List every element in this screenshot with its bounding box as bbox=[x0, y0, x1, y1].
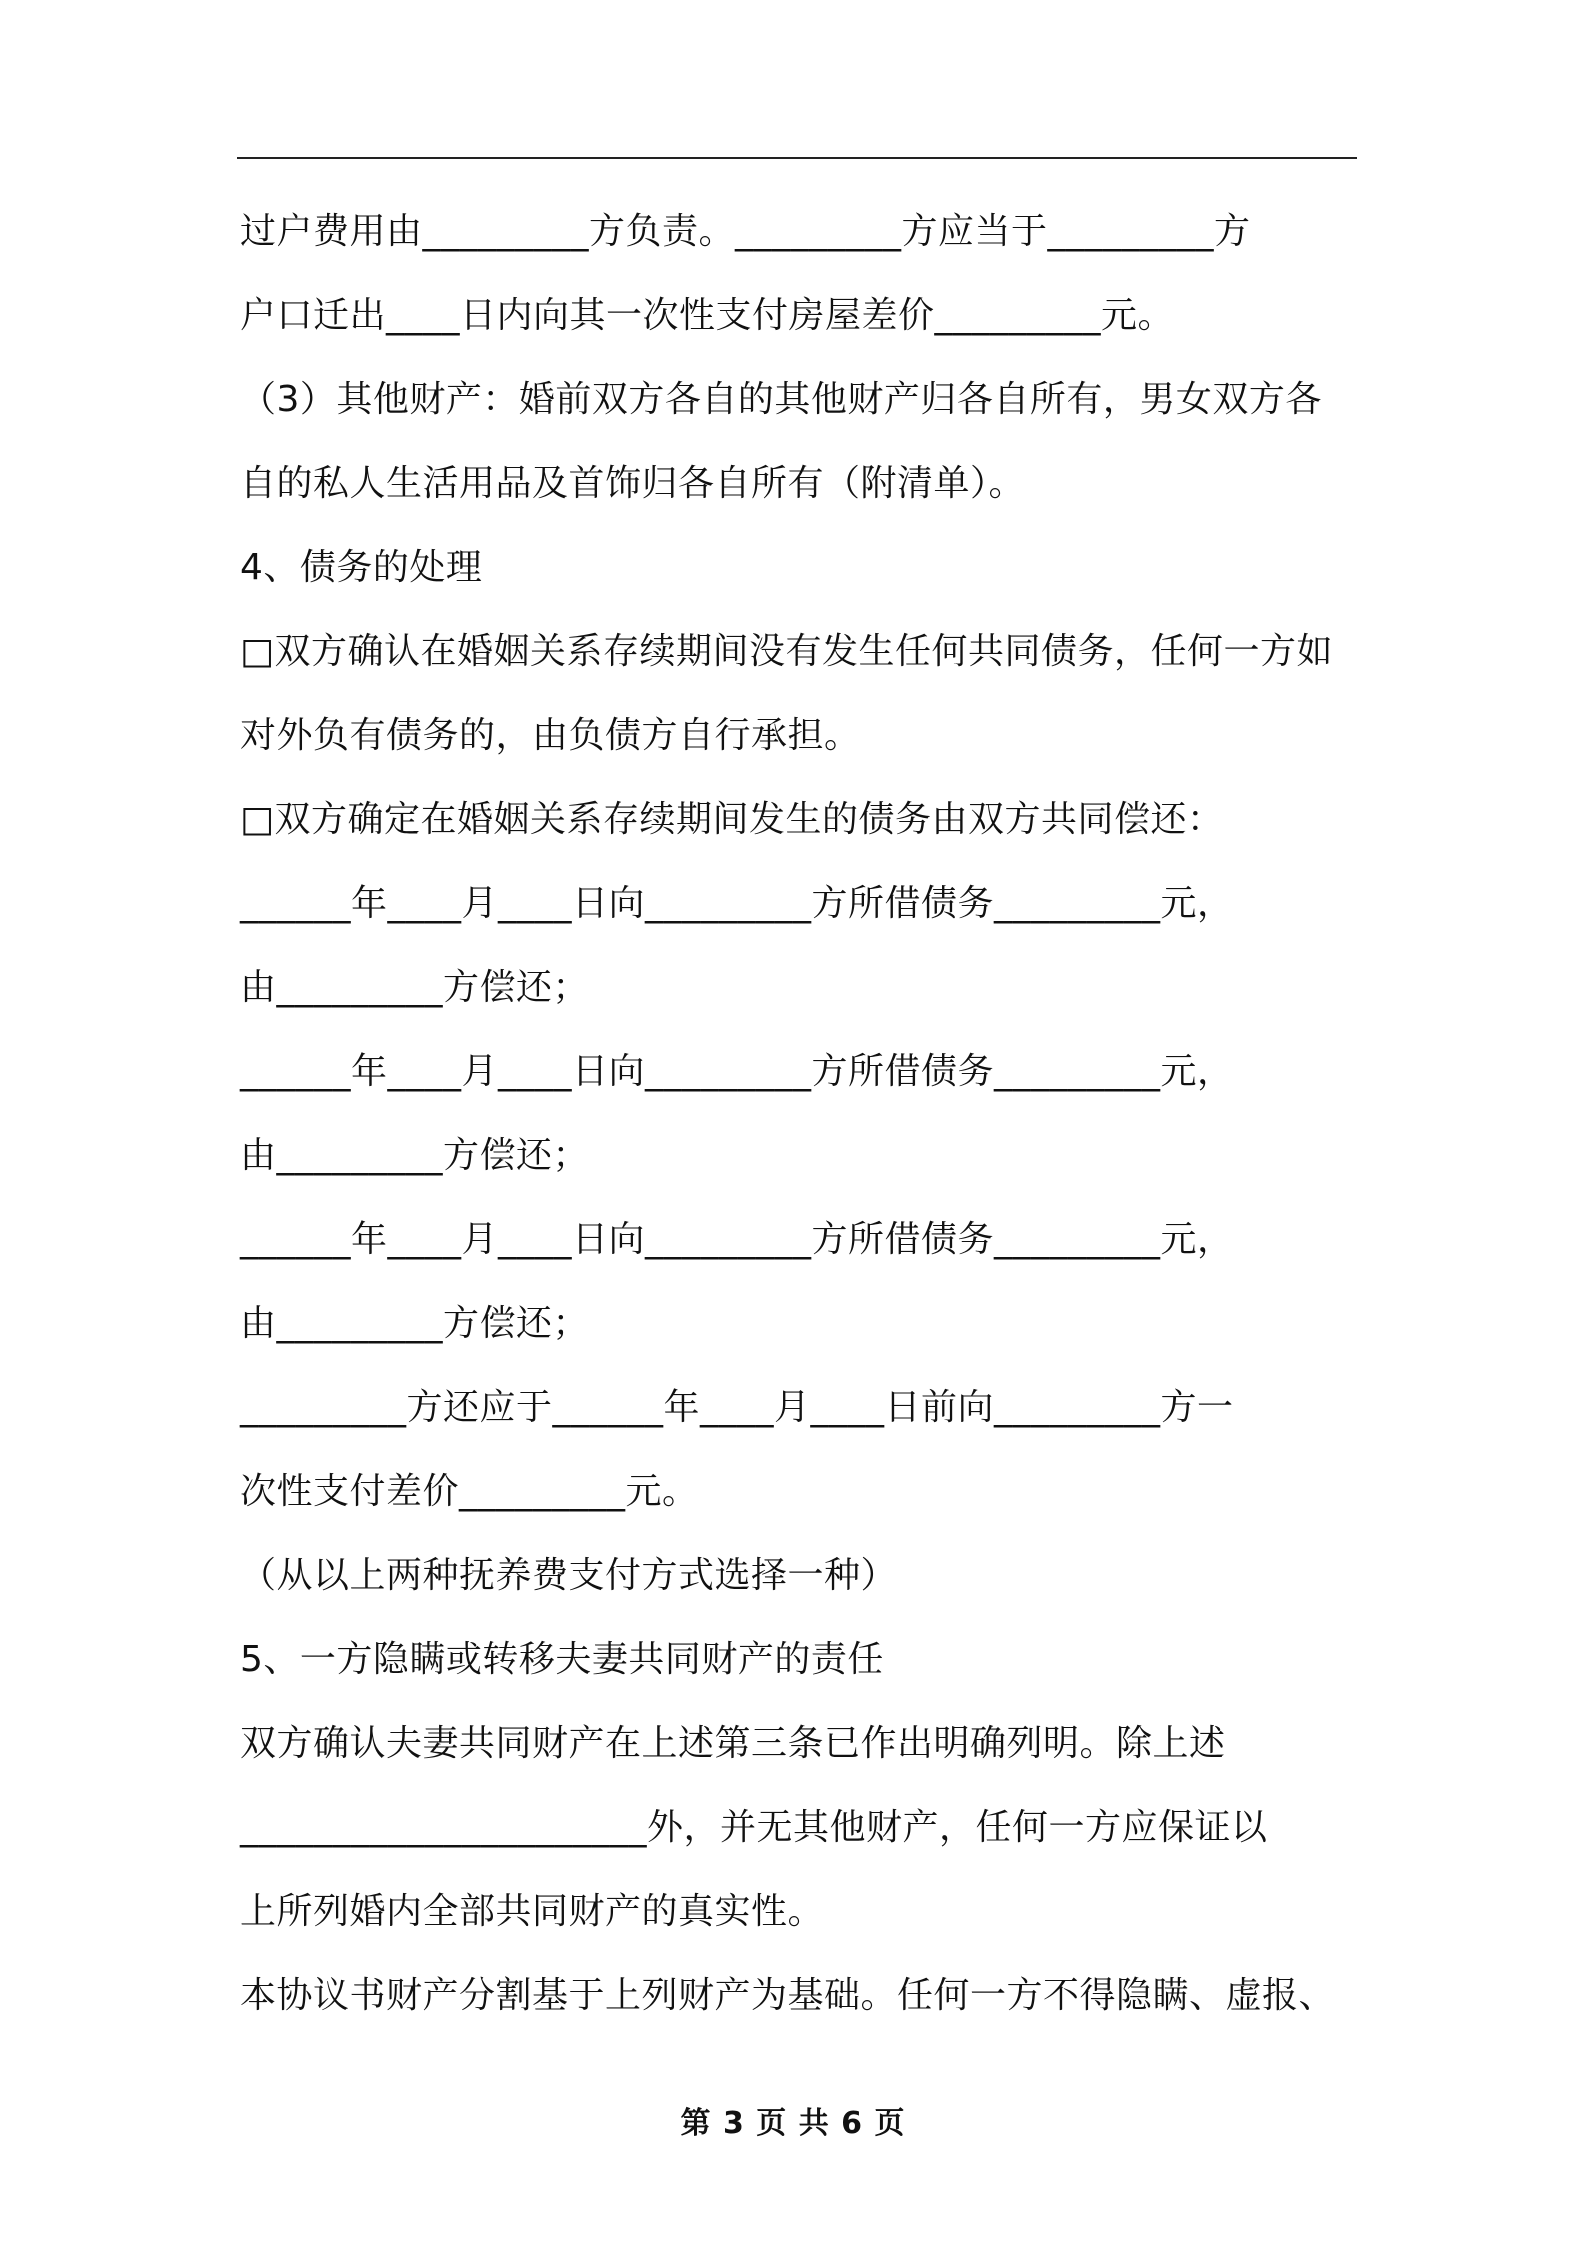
text-line: 对外负有债务的，由负债方自行承担。 bbox=[240, 715, 861, 756]
text-line: （3）其他财产：婚前双方各自的其他财产归各自所有，男女双方各 bbox=[240, 379, 1322, 420]
text-line: _________方还应于______年____月____日前向_________方一 bbox=[240, 1387, 1234, 1428]
text-line: 过户费用由_________方负责。_________方应当于_________方 bbox=[240, 211, 1251, 252]
document-body bbox=[240, 190, 1360, 2038]
text-line: 双方确认夫妻共同财产在上述第三条已作出明确列明。除上述 bbox=[240, 1723, 1226, 1764]
section-heading: 4、债务的处理 bbox=[240, 547, 483, 588]
text-line: 上所列婚内全部共同财产的真实性。 bbox=[240, 1891, 825, 1932]
debt-entry-line: ______年____月____日向_________方所借债务_________元， bbox=[240, 1051, 1234, 1092]
debt-entry-line: ______年____月____日向_________方所借债务_________元， bbox=[240, 1219, 1234, 1260]
text-line: 自的私人生活用品及首饰归各自所有（附清单）。 bbox=[240, 463, 1026, 504]
text-line: 次性支付差价_________元。 bbox=[240, 1471, 699, 1512]
debt-repay-line: 由_________方偿还； bbox=[240, 1135, 590, 1176]
text-line: 本协议书财产分割基于上列财产为基础。任何一方不得隐瞒、虚报、 bbox=[240, 1975, 1336, 2016]
section-heading: 5、一方隐瞒或转移夫妻共同财产的责任 bbox=[240, 1639, 884, 1680]
page-number: 第 3 页 共 6 页 bbox=[680, 2106, 906, 2141]
debt-repay-line: 由_________方偿还； bbox=[240, 967, 590, 1008]
debt-repay-line: 由_________方偿还； bbox=[240, 1303, 590, 1344]
checkbox-line: □双方确认在婚姻关系存续期间没有发生任何共同债务，任何一方如 bbox=[240, 631, 1334, 672]
checkbox-line: □双方确定在婚姻关系存续期间发生的债务由双方共同偿还： bbox=[240, 799, 1224, 840]
text-line: ______________________外，并无其他财产，任何一方应保证以 bbox=[240, 1807, 1268, 1848]
note-line: （从以上两种抚养费支付方式选择一种） bbox=[240, 1555, 898, 1596]
header-rule bbox=[237, 157, 1357, 159]
debt-entry-line: ______年____月____日向_________方所借债务_________元， bbox=[240, 883, 1234, 924]
text-line: 户口迁出____日内向其一次性支付房屋差价_________元。 bbox=[240, 295, 1175, 336]
